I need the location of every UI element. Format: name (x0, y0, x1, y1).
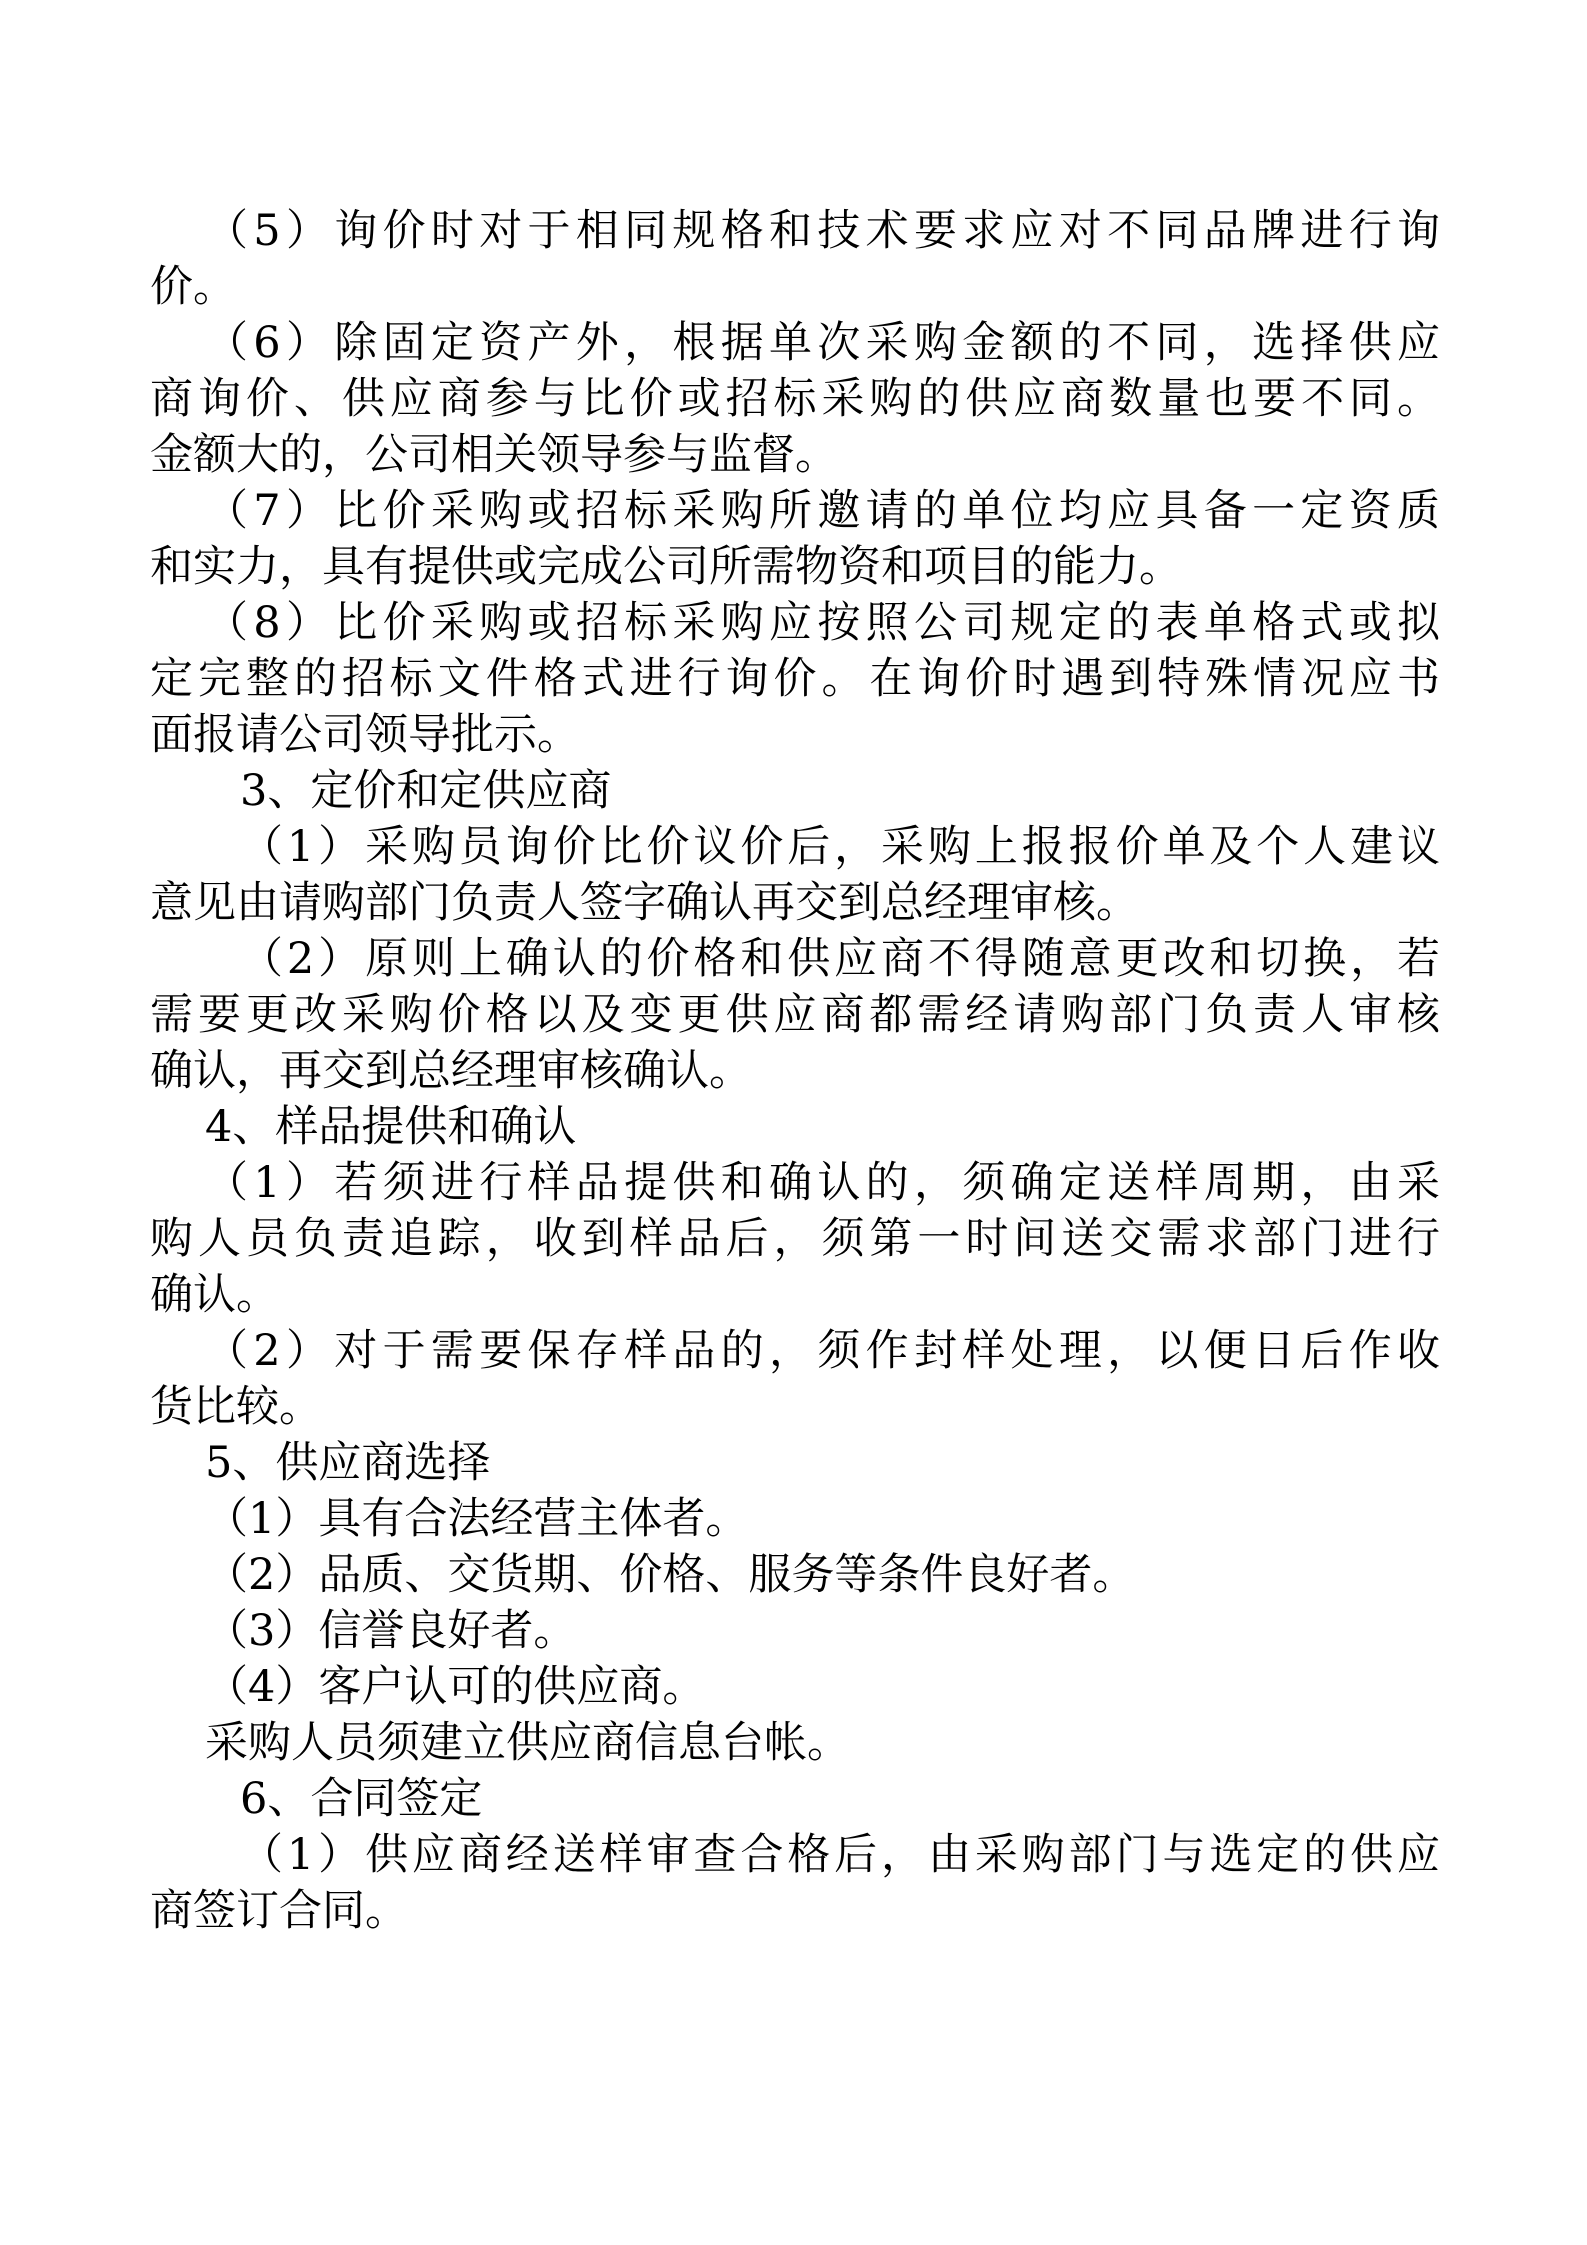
text-line: （1）若须进行样品提供和确认的，须确定送样周期，由采 (205, 1158, 1440, 1208)
text-line: 货比较。 (150, 1382, 322, 1432)
text-line: （5）询价时对于相同规格和技术要求应对不同品牌进行询 (205, 206, 1440, 256)
text-line: （1）供应商经送样审查合格后，由采购部门与选定的供应 (240, 1830, 1440, 1880)
text-line: （6）除固定资产外，根据单次采购金额的不同，选择供应 (205, 318, 1440, 368)
text-line: 和实力，具有提供或完成公司所需物资和项目的能力。 (150, 542, 1182, 592)
text-line: 确认。 (150, 1270, 279, 1320)
text-line: （1）具有合法经营主体者。 (205, 1494, 749, 1544)
text-line: （1）采购员询价比价议价后，采购上报报价单及个人建议 (240, 822, 1440, 872)
section-heading: 4、样品提供和确认 (205, 1102, 577, 1152)
text-line: （2）品质、交货期、价格、服务等条件良好者。 (205, 1550, 1136, 1600)
text-line: 意见由请购部门负责人签字确认再交到总经理审核。 (150, 878, 1139, 928)
text-line: 面报请公司领导批示。 (150, 710, 580, 760)
text-line: （8）比价采购或招标采购应按照公司规定的表单格式或拟 (205, 598, 1440, 648)
text-line: （7）比价采购或招标采购所邀请的单位均应具备一定资质 (205, 486, 1440, 536)
section-heading: 6、合同签定 (240, 1774, 483, 1824)
text-line: 确认，再交到总经理审核确认。 (150, 1046, 752, 1096)
section-heading: 5、供应商选择 (205, 1438, 491, 1488)
section-heading: 3、定价和定供应商 (240, 766, 612, 816)
text-line: 商询价、供应商参与比价或招标采购的供应商数量也要不同。 (150, 374, 1440, 424)
text-line: 金额大的，公司相关领导参与监督。 (150, 430, 838, 480)
text-line: 购人员负责追踪，收到样品后，须第一时间送交需求部门进行 (150, 1214, 1440, 1264)
text-line: （2）原则上确认的价格和供应商不得随意更改和切换，若 (240, 934, 1440, 984)
text-line: 商签订合同。 (150, 1886, 408, 1936)
text-line: 采购人员须建立供应商信息台帐。 (205, 1718, 850, 1768)
text-line: 定完整的招标文件格式进行询价。在询价时遇到特殊情况应书 (150, 654, 1440, 704)
text-line: （3）信誉良好者。 (205, 1606, 577, 1656)
text-line: （2）对于需要保存样品的，须作封样处理，以便日后作收 (205, 1326, 1440, 1376)
text-line: （4）客户认可的供应商。 (205, 1662, 706, 1712)
text-line: 需要更改采购价格以及变更供应商都需经请购部门负责人审核 (150, 990, 1440, 1040)
text-line: 价。 (150, 262, 236, 312)
